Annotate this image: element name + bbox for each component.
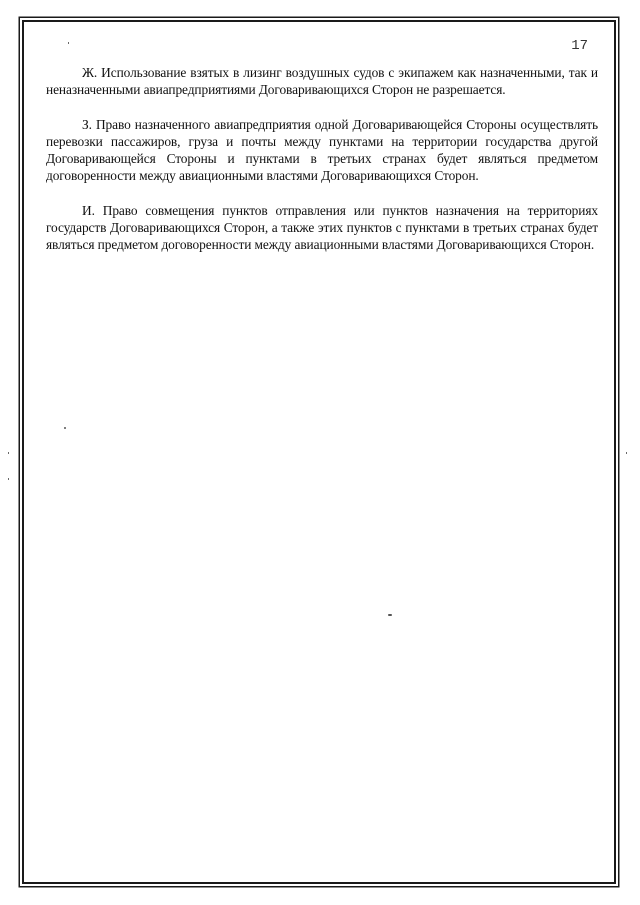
scan-speck: [64, 427, 66, 429]
document-body: [46, 64, 598, 271]
scan-speck: [388, 614, 392, 616]
page-frame: [22, 20, 616, 884]
scan-speck: [626, 452, 627, 454]
paragraph-i: И. Право совмещения пунктов отправления или пунктов назначения на территориях государств Договаривающихся Сторон, а также этих пунктов с пунктами в третьих странах будет являться предметом договоренности между авиационными властями Договаривающихся Сторон.: [46, 202, 598, 253]
paragraph-z: З. Право назначенного авиапредприятия одной Договаривающейся Стороны осуществлять перевозки пассажиров, груза и почты между пунктами на территории государства другой Договаривающейся Стороны и пунктами в третьих странах будет являться предметом договоренности между авиационными властями Договаривающихся Сторон.: [46, 116, 598, 184]
scan-speck: [68, 42, 69, 44]
paragraph-zh: Ж. Использование взятых в лизинг воздушных судов с экипажем как назначенными, так и неназначенными авиапредприятиями Договаривающихся Сторон не разрешается.: [46, 65, 598, 98]
page-number: 17: [571, 38, 588, 54]
scan-speck: [8, 452, 9, 454]
scan-speck: [8, 478, 9, 480]
